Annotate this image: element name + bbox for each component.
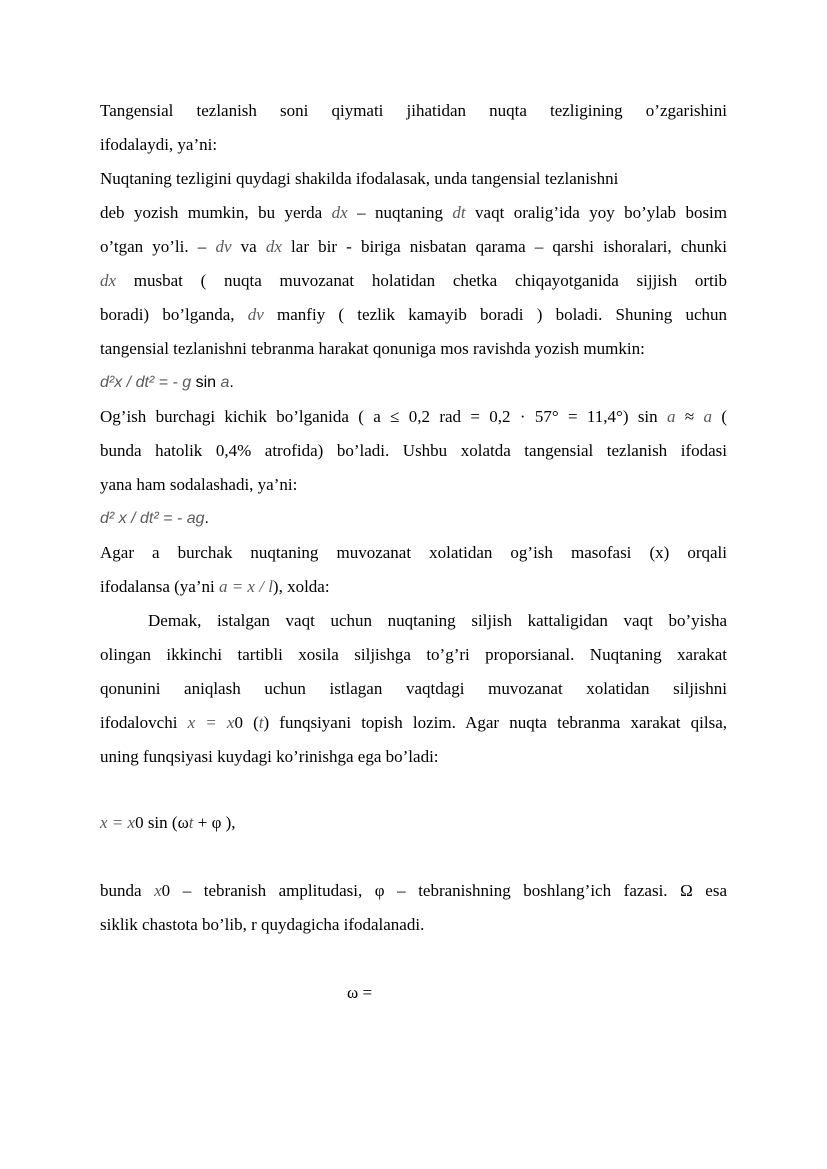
variable: dx (331, 203, 348, 222)
formula-line: d²x / dt² = - g sin a. (100, 374, 234, 391)
paragraph-line: olingan ikkinchi tartibli xosila siljishga to’g’ri proporsianal. Nuqtaning xarakat (100, 645, 727, 664)
variable: t (188, 813, 194, 832)
paragraph-line: uning funqsiyasi kuydagi ko’rinishga ega bo’ladi: (100, 747, 439, 766)
variable: dv (247, 305, 264, 324)
paragraph-line: Demak, istalgan vaqt uchun nuqtaning siljish kattaligidan vaqt bo’yisha (148, 611, 727, 630)
variable: a (703, 407, 712, 426)
variable: x (154, 881, 162, 900)
paragraph-line: tangensial tezlanishni tebranma harakat qonuniga mos ravishda yozish mumkin: (100, 339, 645, 358)
formula-line: ω = (347, 983, 373, 1002)
paragraph-line: bunda x0 – tebranish amplitudasi, φ – tebranishning boshlang’ich fazasi. Ω esa (100, 881, 727, 900)
paragraph-line: bunda hatolik 0,4% atrofida) bo’ladi. Ushbu xolatda tangensial tezlanish ifodasi (100, 441, 727, 460)
formula: d² x / dt² = - ag (100, 510, 205, 527)
paragraph-line: qonunini aniqlash uchun istlagan vaqtdagi muvozanat xolatidan siljishni (100, 679, 727, 698)
variable: t (258, 713, 264, 732)
formula: d²x / dt² = - g (100, 374, 192, 391)
paragraph-line: boradi) bo’lganda, dv manfiy ( tezlik kamayib boradi ) boladi. Shuning uchun (100, 305, 727, 324)
paragraph-line: ifodalaydi, ya’ni: (100, 135, 218, 154)
paragraph-line: yana ham sodalashadi, ya’ni: (100, 475, 298, 494)
paragraph-line: Tangensial tezlanish soni qiymati jihatidan nuqta tezligining o’zgarishini (100, 101, 727, 120)
paragraph-line: deb yozish mumkin, bu yerda dx – nuqtaning dt vaqt oralig’ida yoy bo’ylab bosim (100, 203, 728, 222)
formula: x = x (100, 813, 136, 832)
paragraph-line: ifodalansa (ya’ni a = x / l), xolda: (100, 577, 330, 596)
variable: a (667, 407, 676, 426)
paragraph-line: Nuqtaning tezligini quydagi shakilda ifodalasak, unda tangensial tezlanishni (100, 169, 619, 188)
variable: dx (100, 271, 117, 290)
formula-line: d² x / dt² = - ag. (100, 510, 209, 527)
paragraph-line: siklik chastota bo’lib, r quydagicha ifodalanadi. (100, 915, 425, 934)
paragraph-line: Agar a burchak nuqtaning muvozanat xolatidan og’ish masofasi (x) orqali (100, 543, 727, 562)
variable: dv (215, 237, 232, 256)
paragraph-line: o’tgan yo’li. – dv va dx lar bir - biriga nisbatan qarama – qarshi ishoralari, chunki (100, 237, 728, 256)
variable: dx (265, 237, 282, 256)
paragraph-line: ifodalovchi x = x0 (t) funqsiyani topish lozim. Agar nuqta tebranma xarakat qilsa, (100, 713, 728, 732)
variable: a (220, 374, 230, 391)
formula: x = x (187, 713, 235, 732)
variable: dt (452, 203, 466, 222)
formula-line: x = x0 sin (ωt + φ ), (100, 813, 236, 832)
paragraph-line: Og’ish burchagi kichik bo’lganida ( a ≤ 0,2 rad = 0,2 · 57° = 11,4°) sin a ≈ a ( (100, 407, 727, 426)
formula: a = x / l (218, 577, 273, 596)
paragraph-line: dx musbat ( nuqta muvozanat holatidan chetka chiqayotganida sijjish ortib (100, 271, 727, 290)
